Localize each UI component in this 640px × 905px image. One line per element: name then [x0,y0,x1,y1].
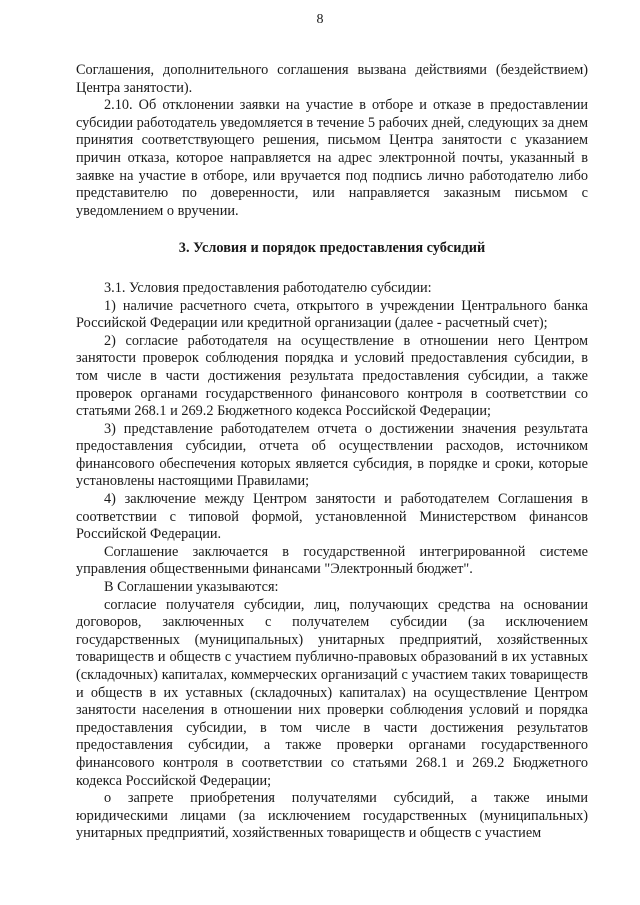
condition-item-4: 4) заключение между Центром занятости и работодателем Соглашения в соответствии с типовой формой, установленной Министерством финансов Российской Федерации. [76,491,588,543]
paragraph-3-1: 3.1. Условия предоставления работодателю субсидии: [104,279,432,296]
paragraph-consent: согласие получателя субсидии, лиц, получающих средства на основании договоров, заключенных с получателем субсидии (за исключением государственных (муниципальных) унитарных предприятий, хозяйственных товариществ и обществ с участием публично-правовых образований в их уставных (складочных) капиталах, коммерческих организаций с участием таких товариществ и обществ в их уставных (складочных) капиталах) на осуществление Центром занятости населения в отношении них проверки соблюдения условий и порядка предоставления субсидии, в том числе в части достижения результатов предоставления субсидии, а также проверки органами государственного финансового контроля в соответствии со статьями 268.1 и 269.2 Бюджетного кодекса Российской Федерации; [76,596,588,789]
paragraph-agreement-system: Соглашение заключается в государственной интегрированной системе управления общественными финансами "Электронный бюджет". [76,543,588,578]
page-number: 8 [316,12,324,27]
paragraph-2-10: 2.10. Об отклонении заявки на участие в отборе и отказе в предоставлении субсидии работодатель уведомляется в течение 5 рабочих дней, следующих за днем принятия соответствующего решения, письмом Центра занятости с указанием причин отказа, которое направляется на адрес электронной почты, указанный в заявке на участие в отборе, или вручается под подпись лично работодателю либо представителю по доверенности, или направляется заказным письмом с уведомлением о вручении. [76,97,588,219]
paragraph-continuation: Соглашения, дополнительного соглашения вызвана действиями (бездействием) Центра занятости). [76,62,588,96]
document-body [76,62,588,843]
condition-item-2: 2) согласие работодателя на осуществление в отношении него Центром занятости проверок соблюдения порядка и условий предоставления субсидии, в том числе в части достижения результата предоставления субсидии, а также проверок органами государственного финансового контроля в соответствии со статьями 268.1 и 269.2 Бюджетного кодекса Российской Федерации; [76,332,588,420]
condition-item-3: 3) представление работодателем отчета о достижении значения результата предоставления субсидии, отчета об осуществлении расходов, источником финансового обеспечения которых является субсидия, в порядке и сроки, которые установлены настоящими Правилами; [76,420,588,490]
paragraph-agreement-contents: В Соглашении указываются: [104,579,279,596]
condition-item-1: 1) наличие расчетного счета, открытого в учреждении Центрального банка Российской Федерации или кредитной организации (далее - расчетный счет); [76,297,588,332]
paragraph-prohibition: о запрете приобретения получателями субсидий, а также иными юридическими лицами (за исключением государственных (муниципальных) унитарных предприятий, хозяйственных товариществ и обществ с участием [76,790,588,842]
section-heading: 3. Условия и порядок предоставления субсидий [178,240,486,257]
